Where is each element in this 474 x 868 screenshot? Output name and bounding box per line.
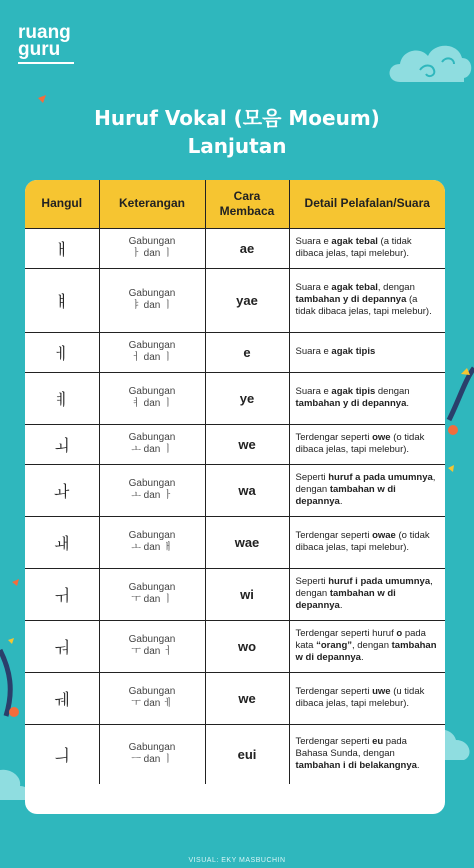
detail-text: Suara e xyxy=(295,236,332,247)
detail-text: . xyxy=(339,600,343,611)
detail-text: Terdengar seperti xyxy=(295,736,373,748)
keterangan-parts: ㅡ dan ㅣ xyxy=(131,754,173,766)
detail-text: . xyxy=(406,398,410,409)
keterangan-cell xyxy=(99,724,205,784)
keterangan-cell xyxy=(99,268,205,332)
detail-cell xyxy=(289,268,445,332)
detail-emphasis: agak tebal xyxy=(331,282,378,293)
detail-cell xyxy=(289,672,445,724)
detail-emphasis: eu xyxy=(372,736,384,748)
keterangan-label: Gabungan xyxy=(128,530,176,541)
detail-emphasis: “orang” xyxy=(316,640,352,651)
detail-text: Suara e xyxy=(295,346,332,357)
hangul-cell: ㅚ xyxy=(25,424,99,464)
table-row xyxy=(25,332,445,372)
detail-text: (u tidak dibaca jelas, tapi melebur). xyxy=(295,686,425,709)
vowel-table xyxy=(25,180,445,784)
keterangan-cell xyxy=(99,424,205,464)
detail-emphasis: tambahan w di depannya xyxy=(295,640,437,663)
cara-membaca-cell: yae xyxy=(205,268,289,332)
detail-cell xyxy=(289,724,445,784)
detail-text: . xyxy=(339,496,343,507)
detail-emphasis: huruf i pada umumnya xyxy=(328,576,431,587)
keterangan-parts: ㅜ dan ㅣ xyxy=(131,594,173,605)
cara-membaca-cell: ye xyxy=(205,372,289,424)
keterangan-label: Gabungan xyxy=(128,686,176,697)
hangul-cell: ㅞ xyxy=(25,672,99,724)
detail-text: pada Bahasa Sunda, dengan xyxy=(295,736,407,760)
detail-text: Suara e xyxy=(295,282,332,293)
table-row xyxy=(25,568,445,620)
keterangan-label: Gabungan xyxy=(128,742,176,754)
cara-membaca-cell: wae xyxy=(205,516,289,568)
keterangan-cell xyxy=(99,228,205,268)
header-hangul: Hangul xyxy=(25,180,99,228)
detail-text: Terdengar seperti huruf xyxy=(295,628,397,639)
table-row xyxy=(25,464,445,516)
ruangguru-logo xyxy=(18,24,71,58)
keterangan-parts: ㅓ dan ㅣ xyxy=(131,352,173,363)
cara-membaca-cell: we xyxy=(205,672,289,724)
detail-text: Terdengar seperti xyxy=(295,432,373,443)
detail-emphasis: owe xyxy=(372,432,391,443)
hangul-cell: ㅖ xyxy=(25,372,99,424)
detail-text: (o tidak dibaca jelas, tapi melebur). xyxy=(295,432,425,455)
keterangan-parts: ㅑ dan ㅣ xyxy=(131,300,173,311)
cara-membaca-cell: eui xyxy=(205,724,289,784)
title-line-1: Huruf Vokal (모음 Moeum) xyxy=(94,106,380,130)
detail-emphasis: tambahan w di depannya xyxy=(295,588,396,611)
detail-emphasis: agak tipis xyxy=(331,346,376,357)
header-cara-membaca: Cara Membaca xyxy=(205,180,289,228)
header-detail: Detail Pelafalan/Suara xyxy=(289,180,445,228)
keterangan-label: Gabungan xyxy=(128,340,176,351)
keterangan-label: Gabungan xyxy=(128,582,176,593)
cara-membaca-cell: e xyxy=(205,332,289,372)
table-row xyxy=(25,516,445,568)
detail-text: dengan xyxy=(375,386,410,397)
table-row xyxy=(25,372,445,424)
table-row xyxy=(25,672,445,724)
table-row xyxy=(25,724,445,784)
hangul-cell: ㅙ xyxy=(25,516,99,568)
table-header-row xyxy=(25,180,445,228)
detail-emphasis: agak tebal xyxy=(331,236,378,247)
detail-emphasis: tambahan i di belakangnya xyxy=(295,760,417,772)
logo-underline xyxy=(18,62,74,64)
detail-text: Suara e xyxy=(295,386,332,397)
detail-emphasis: agak tipis xyxy=(331,386,376,397)
hangul-cell: ㅔ xyxy=(25,332,99,372)
detail-text: Terdengar seperti xyxy=(295,530,373,541)
cara-membaca-cell: we xyxy=(205,424,289,464)
keterangan-parts: ㅗ dan ㅐ xyxy=(131,542,173,553)
hangul-cell: ㅟ xyxy=(25,568,99,620)
detail-text: . xyxy=(360,652,364,663)
detail-text: (a tidak dibaca jelas, tapi melebur). xyxy=(295,236,412,259)
vowel-table-card xyxy=(25,180,445,814)
detail-text: Terdengar seperti xyxy=(295,686,373,697)
keterangan-cell xyxy=(99,672,205,724)
detail-text: (o tidak dibaca jelas, tapi melebur). xyxy=(295,530,430,553)
table-row xyxy=(25,424,445,464)
cara-membaca-cell: wo xyxy=(205,620,289,672)
keterangan-cell xyxy=(99,568,205,620)
keterangan-parts: ㅗ dan ㅣ xyxy=(131,444,173,455)
detail-cell xyxy=(289,516,445,568)
detail-cell xyxy=(289,620,445,672)
hangul-cell: ㅢ xyxy=(25,724,99,784)
keterangan-label: Gabungan xyxy=(128,432,176,443)
detail-emphasis: uwe xyxy=(372,686,391,697)
keterangan-parts: ㅗ dan ㅏ xyxy=(131,490,173,501)
detail-cell xyxy=(289,332,445,372)
table-row xyxy=(25,268,445,332)
detail-cell xyxy=(289,372,445,424)
header-keterangan: Keterangan xyxy=(99,180,205,228)
visual-credit: VISUAL: EKY MASBUCHIN xyxy=(188,857,286,864)
table-row xyxy=(25,228,445,268)
detail-cell xyxy=(289,568,445,620)
detail-text: Seperti xyxy=(295,472,329,483)
detail-text: pada kata xyxy=(295,628,426,651)
detail-text: . xyxy=(416,760,420,772)
detail-text: , dengan xyxy=(352,640,392,651)
detail-text: (a tidak dibaca jelas, tapi melebur). xyxy=(295,294,432,317)
keterangan-label: Gabungan xyxy=(128,634,176,645)
title-line-2: Lanjutan xyxy=(187,134,287,158)
detail-emphasis: owae xyxy=(372,530,396,541)
hangul-cell: ㅐ xyxy=(25,228,99,268)
keterangan-cell xyxy=(99,516,205,568)
keterangan-parts: ㅕ dan ㅣ xyxy=(131,398,173,409)
keterangan-cell xyxy=(99,464,205,516)
keterangan-cell xyxy=(99,620,205,672)
detail-text: , dengan xyxy=(377,282,415,293)
detail-cell xyxy=(289,464,445,516)
detail-emphasis: huruf a pada umumnya xyxy=(328,472,433,483)
cara-membaca-cell: ae xyxy=(205,228,289,268)
keterangan-parts: ㅜ dan ㅔ xyxy=(131,698,173,709)
detail-cell xyxy=(289,424,445,464)
keterangan-label: Gabungan xyxy=(128,236,176,247)
cara-membaca-cell: wa xyxy=(205,464,289,516)
keterangan-cell xyxy=(99,332,205,372)
logo-line-1: ruang xyxy=(18,22,71,43)
detail-text: Seperti xyxy=(295,576,329,587)
hangul-cell: ㅒ xyxy=(25,268,99,332)
cara-membaca-cell: wi xyxy=(205,568,289,620)
table-row xyxy=(25,620,445,672)
keterangan-cell xyxy=(99,372,205,424)
logo-line-2: guru xyxy=(18,39,61,60)
keterangan-label: Gabungan xyxy=(128,386,176,397)
keterangan-label: Gabungan xyxy=(128,288,176,299)
detail-emphasis: tambahan y di depannya xyxy=(295,398,407,409)
keterangan-parts: ㅏ dan ㅣ xyxy=(131,248,173,259)
keterangan-label: Gabungan xyxy=(128,478,176,489)
detail-text: , dengan xyxy=(295,576,433,599)
detail-emphasis: o xyxy=(396,628,403,639)
detail-cell xyxy=(289,228,445,268)
keterangan-parts: ㅜ dan ㅓ xyxy=(131,646,173,657)
detail-emphasis: tambahan w di depannya xyxy=(295,484,396,507)
page-title xyxy=(0,104,474,160)
hangul-cell: ㅝ xyxy=(25,620,99,672)
detail-emphasis: tambahan y di depannya xyxy=(295,294,407,305)
hangul-cell: ㅘ xyxy=(25,464,99,516)
detail-text: , dengan xyxy=(295,472,436,495)
